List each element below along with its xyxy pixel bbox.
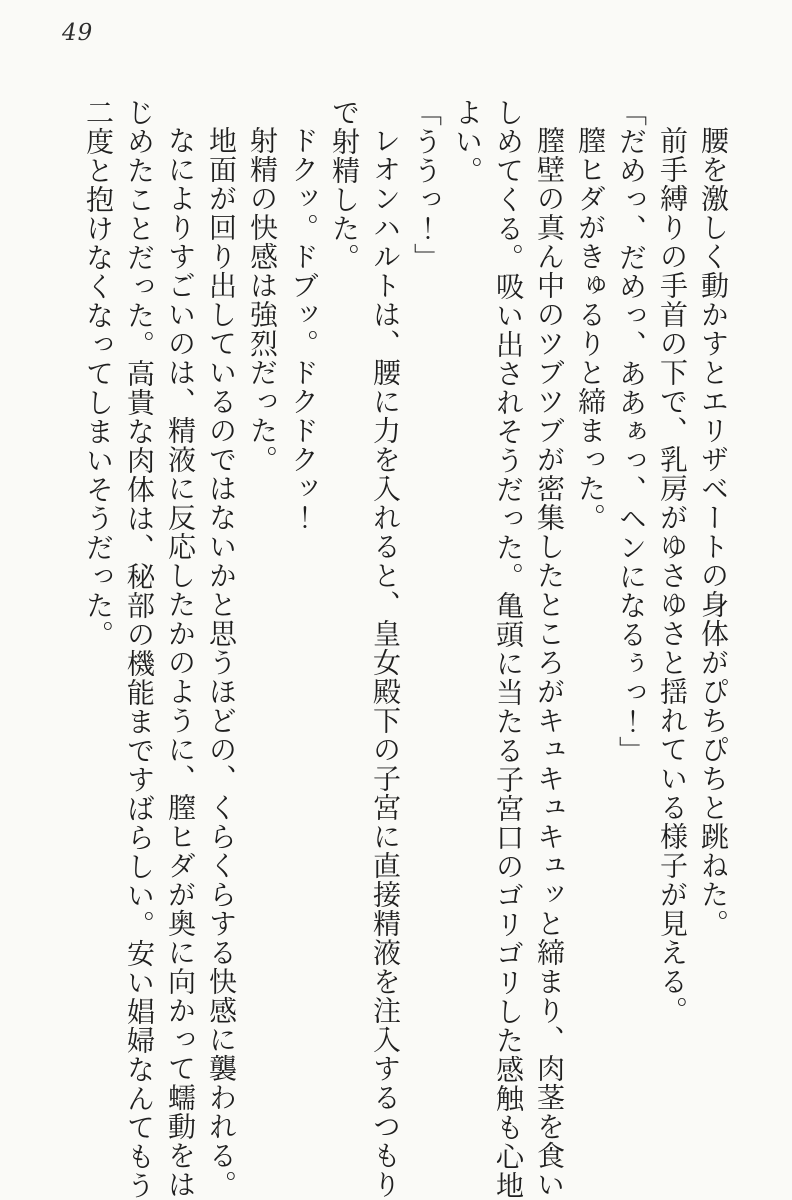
text-line: レオンハルトは、腰に力を入れると、皇女殿下の子宮に直接精液を注入するつもり xyxy=(369,126,402,1199)
text-line: なによりすごいのは、精液に反応したかのように、膣ヒダが奥に向かって蠕動をは xyxy=(164,126,197,1199)
text-line: しめてくる。吸い出されそうだった。亀頭に当たる子宮口のゴリゴリした感触も心地 xyxy=(492,98,525,1200)
text-line: 「だめっ、だめっ、ああぁっ、ヘンになるぅっ！」 xyxy=(615,98,648,765)
text-block xyxy=(78,98,734,1198)
text-line: 腰を激しく動かすとエリザベートの身体がぴちぴちと跳ねた。 xyxy=(697,126,730,938)
text-line: 膣ヒダがきゅるりと締まった。 xyxy=(574,126,607,532)
text-line: 二度と抱けなくなってしまいそうだった。 xyxy=(82,98,115,649)
text-line: じめたことだった。高貴な肉体は、秘部の機能まですばらしい。安い娼婦なんてもう xyxy=(123,98,156,1200)
text-line: 膣壁の真ん中のツブツブが密集したところがキュキュキュッと締まり、肉茎を食い xyxy=(533,126,566,1199)
text-line: で射精した。 xyxy=(328,98,361,272)
text-line: ドクッ。ドブッ。ドクドクッ！ xyxy=(287,126,320,532)
text-line: 地面が回り出しているのではないかと思うほどの、くらくらする快感に襲われる。 xyxy=(205,126,238,1199)
page-number: 49 xyxy=(62,20,94,46)
text-line: 「ううっ！」 xyxy=(410,98,443,272)
text-line: よい。 xyxy=(451,98,484,185)
text-line: 射精の快感は強烈だった。 xyxy=(246,126,279,474)
text-line: 前手縛りの手首の下で、乳房がゆさゆさと揺れている様子が見える。 xyxy=(656,126,689,1025)
